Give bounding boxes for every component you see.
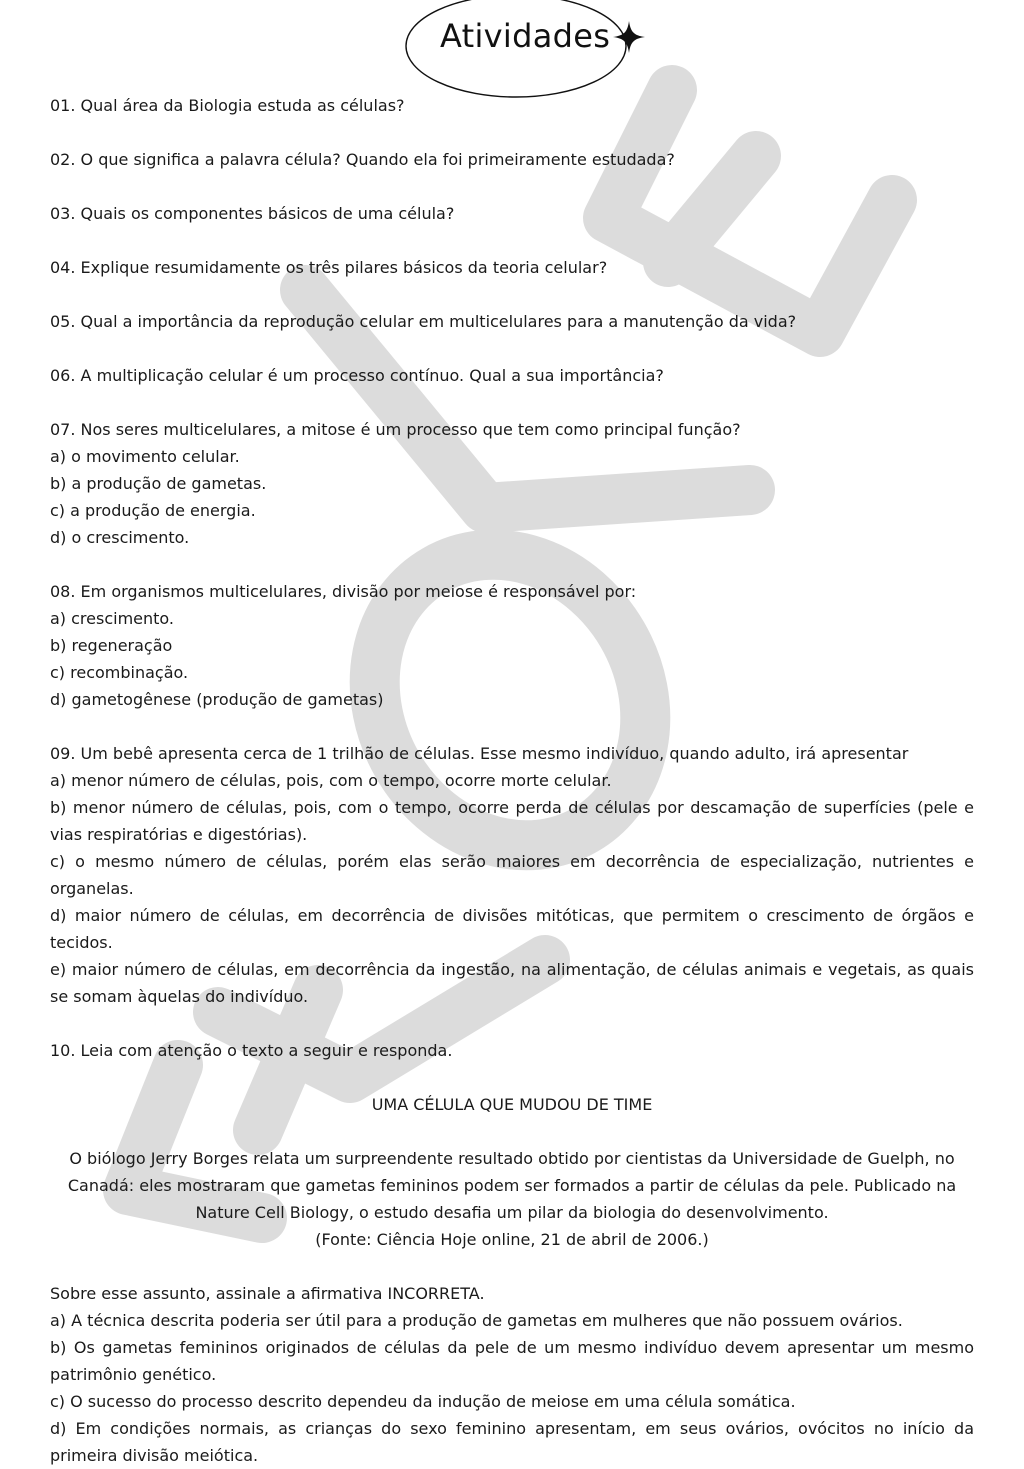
question-04: 04. Explique resumidamente os três pilares básicos da teoria celular?	[50, 258, 608, 277]
question-08-option-c: c) recombinação.	[50, 663, 189, 682]
question-09-option-b: b) menor número de células, pois, com o tempo, ocorre perda de células por descamação de superfícies (pele e vias respiratórias e digestórias).	[50, 798, 974, 844]
reading-text-title: UMA CÉLULA QUE MUDOU DE TIME	[371, 1095, 653, 1114]
question-06: 06. A multiplicação celular é um processo contínuo. Qual a sua importância?	[50, 366, 664, 385]
question-07-option-c: c) a produção de energia.	[50, 501, 256, 520]
question-02: 02. O que significa a palavra célula? Quando ela foi primeiramente estudada?	[50, 150, 675, 169]
question-07-stem: 07. Nos seres multicelulares, a mitose é um processo que tem como principal função?	[50, 420, 741, 439]
question-08-option-b: b) regeneração	[50, 636, 173, 655]
question-08-stem: 08. Em organismos multicelulares, divisão por meiose é responsável por:	[50, 582, 637, 601]
question-09-option-d: d) maior número de células, em decorrência de divisões mitóticas, que permitem o crescimento de órgãos e tecidos.	[50, 906, 974, 952]
question-10-option-a: a) A técnica descrita poderia ser útil para a produção de gametas em mulheres que não possuem ovários.	[50, 1311, 903, 1330]
question-10-option-b: b) Os gametas femininos originados de células da pele de um mesmo indivíduo devem apresentar um mesmo patrimônio genético.	[50, 1338, 974, 1384]
question-09-stem: 09. Um bebê apresenta cerca de 1 trilhão de células. Esse mesmo indivíduo, quando adulto, irá apresentar	[50, 744, 909, 763]
sparkle-icon	[612, 20, 646, 54]
activities-content	[50, 92, 974, 1469]
question-10-option-c: c) O sucesso do processo descrito dependeu da indução de meiose em uma célula somática.	[50, 1392, 796, 1411]
question-10-stem: 10. Leia com atenção o texto a seguir e responda.	[50, 1041, 453, 1060]
question-07-option-a: a) o movimento celular.	[50, 447, 240, 466]
question-08-option-d: d) gametogênese (produção de gametas)	[50, 690, 384, 709]
question-09-option-e: e) maior número de células, em decorrência da ingestão, na alimentação, de células animais e vegetais, as quais se somam àquelas do indivíduo.	[50, 960, 974, 1006]
question-03: 03. Quais os componentes básicos de uma célula?	[50, 204, 455, 223]
question-05: 05. Qual a importância da reprodução celular em multicelulares para a manutenção da vida?	[50, 312, 797, 331]
question-08-option-a: a) crescimento.	[50, 609, 175, 628]
question-01: 01. Qual área da Biologia estuda as células?	[50, 96, 405, 115]
reading-text-body: O biólogo Jerry Borges relata um surpreendente resultado obtido por cientistas da Universidade de Guelph, no Canadá: eles mostraram que gametas femininos podem ser formados a partir de células da pele. Publicado na Nature Cell Biology, o estudo desafia um pilar da biologia do desenvolvimento.	[67, 1149, 957, 1222]
question-10-prompt: Sobre esse assunto, assinale a afirmativa INCORRETA.	[50, 1284, 485, 1303]
reading-text-source: (Fonte: Ciência Hoje online, 21 de abril de 2006.)	[315, 1230, 709, 1249]
page-title: Atividades	[440, 17, 611, 55]
question-09-option-a: a) menor número de células, pois, com o tempo, ocorre morte celular.	[50, 771, 612, 790]
question-07-option-b: b) a produção de gametas.	[50, 474, 267, 493]
title-badge	[404, 0, 644, 100]
question-09-option-c: c) o mesmo número de células, porém elas serão maiores em decorrência de especialização, nutrientes e organelas.	[50, 852, 974, 898]
question-07-option-d: d) o crescimento.	[50, 528, 190, 547]
question-10-option-d: d) Em condições normais, as crianças do sexo feminino apresentam, em seus ovários, ovócitos no início da primeira divisão meiótica.	[50, 1419, 974, 1465]
